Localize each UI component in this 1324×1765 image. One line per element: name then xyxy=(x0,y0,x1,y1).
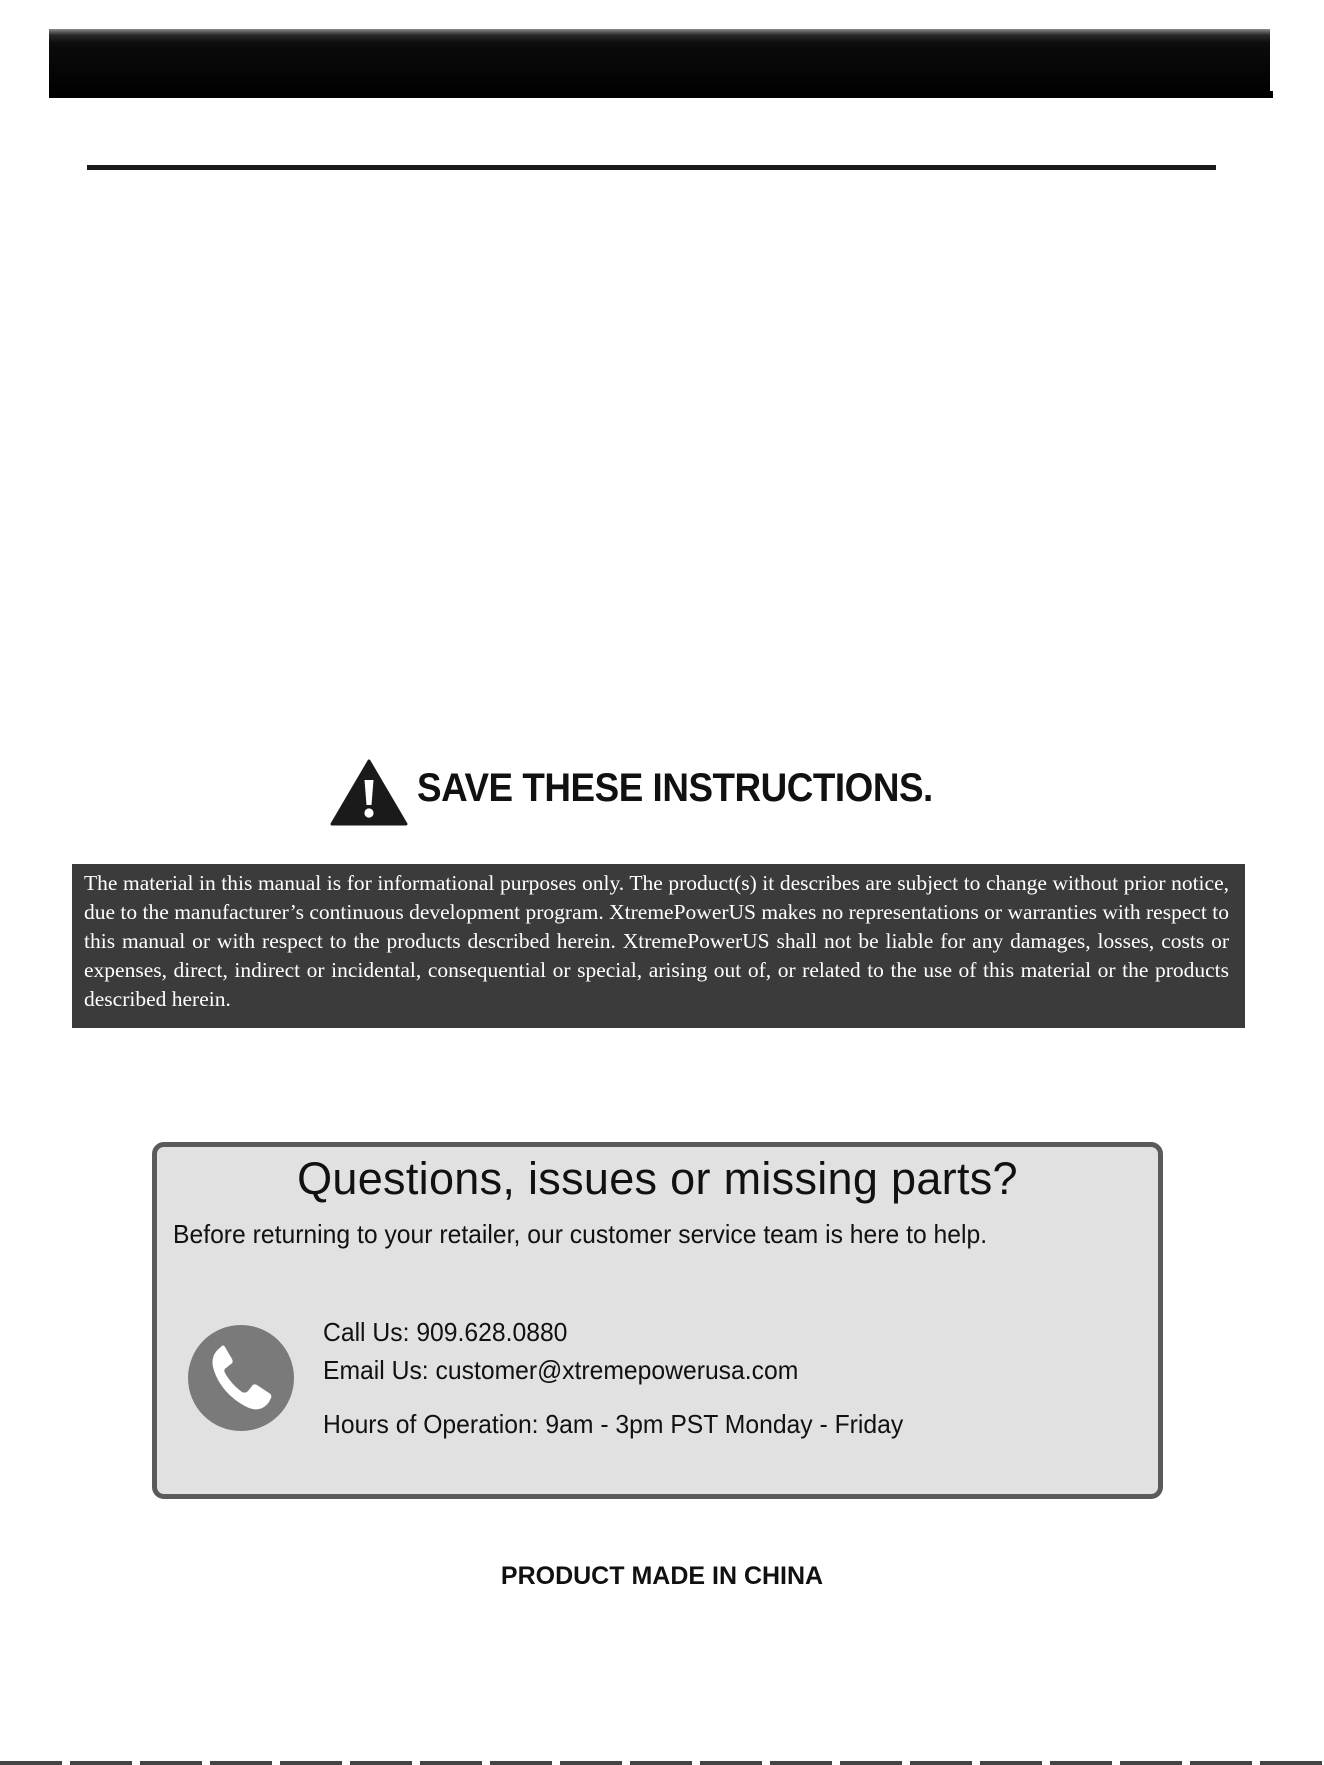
email-us-line: Email Us: customer@xtremepowerusa.com xyxy=(323,1355,799,1385)
phone-icon xyxy=(187,1324,295,1432)
warning-triangle-icon xyxy=(330,758,408,826)
hours-line: Hours of Operation: 9am - 3pm PST Monday - Friday xyxy=(323,1409,904,1439)
save-instructions-text: SAVE THESE INSTRUCTIONS. xyxy=(417,766,933,810)
header-rule xyxy=(87,165,1216,170)
header-bar-shadow xyxy=(49,91,1273,98)
call-us-line: Call Us: 909.628.0880 xyxy=(323,1317,568,1347)
customer-service-box xyxy=(152,1142,1163,1499)
help-title: Questions, issues or missing parts? xyxy=(297,1153,1018,1204)
help-subtitle: Before returning to your retailer, our customer service team is here to help. xyxy=(173,1219,988,1249)
header-bar xyxy=(49,29,1270,97)
save-instructions-notice xyxy=(330,758,1010,826)
product-origin: PRODUCT MADE IN CHINA xyxy=(500,1562,824,1590)
disclaimer-text: The material in this manual is for informational purposes only. The product(s) it describes are subject to change without prior notice, due to the manufacturer’s continuous development program. XtremePowerUS makes no representations or warranties with respect to this manual or with respect to the products described herein. XtremePowerUS shall not be liable for any damages, losses, costs or expenses, direct, indirect or incidental, consequential or special, arising out of, or related to the use of this material or the products described herein. xyxy=(84,871,1229,1011)
bottom-border xyxy=(0,1761,1324,1765)
disclaimer-box xyxy=(72,864,1245,1028)
